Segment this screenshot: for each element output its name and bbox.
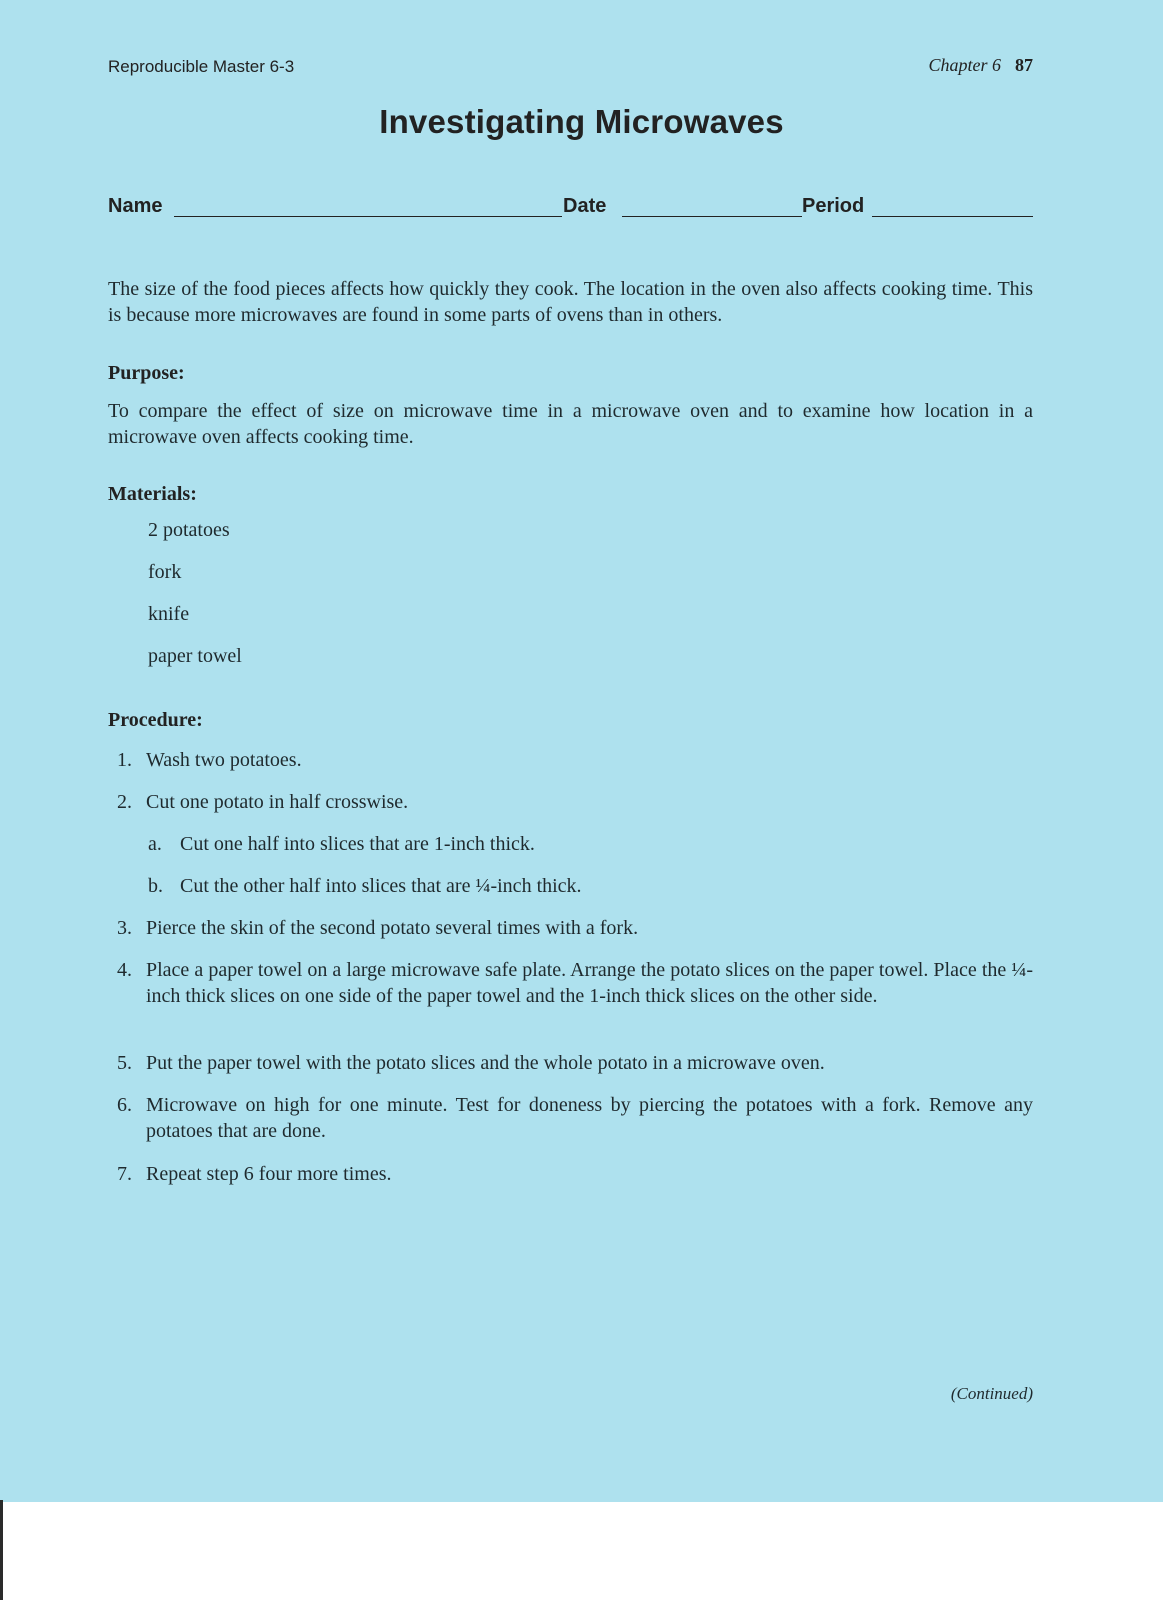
procedure-heading: Procedure: bbox=[108, 709, 203, 731]
purpose-heading: Purpose: bbox=[108, 362, 185, 384]
page-number: 87 bbox=[1015, 55, 1033, 75]
step-number: 6. bbox=[117, 1094, 132, 1116]
step-text: Put the paper towel with the potato slices and the whole potato in a microwave oven. bbox=[146, 1052, 825, 1074]
step-number: 2. bbox=[117, 791, 132, 813]
step-text: Wash two potatoes. bbox=[146, 749, 302, 771]
material-item: 2 potatoes bbox=[148, 519, 230, 541]
step-text: Cut one potato in half crosswise. bbox=[146, 791, 409, 813]
chapter-label: Chapter 6 bbox=[928, 55, 1001, 75]
period-field[interactable] bbox=[872, 216, 1033, 217]
step-text: Pierce the skin of the second potato several times with a fork. bbox=[146, 917, 639, 939]
scan-edge-line bbox=[0, 1500, 3, 1600]
intro-paragraph: The size of the food pieces affects how quickly they cook. The location in the oven also affects cooking time. This is because more microwaves are found in some parts of ovens than in others. bbox=[108, 278, 1033, 326]
materials-heading: Materials: bbox=[108, 483, 197, 505]
period-label: Period bbox=[802, 195, 865, 217]
step-number: 7. bbox=[117, 1163, 132, 1185]
page-header-right bbox=[928, 55, 1033, 76]
substep-letter: b. bbox=[148, 875, 163, 897]
material-item: fork bbox=[148, 561, 182, 583]
step-number: 3. bbox=[117, 917, 132, 939]
step-number: 4. bbox=[117, 959, 132, 981]
page-title: Investigating Microwaves bbox=[379, 103, 784, 140]
step-number: 5. bbox=[117, 1052, 132, 1074]
continued-note: (Continued) bbox=[950, 1384, 1033, 1403]
step-text: Cut the other half into slices that are ¼-inch thick. bbox=[180, 875, 582, 897]
date-field[interactable] bbox=[622, 216, 802, 217]
step-text: Microwave on high for one minute. Test for doneness by piercing the potatoes with a fork. Remove any potatoes that are done. bbox=[146, 1094, 1033, 1142]
material-item: paper towel bbox=[148, 645, 242, 667]
step-text: Place a paper towel on a large microwave safe plate. Arrange the potato slices on the paper towel. Place the ¼-inch thick slices on one side of the paper towel and the 1-inch thick slices on the other side. bbox=[146, 959, 1033, 1007]
step-text: Repeat step 6 four more times. bbox=[146, 1163, 392, 1185]
purpose-text: To compare the effect of size on microwave time in a microwave oven and to examine how location in a microwave oven affects cooking time. bbox=[108, 400, 1033, 448]
student-info-fields bbox=[108, 192, 1033, 222]
step-text: Cut one half into slices that are 1-inch thick. bbox=[180, 833, 535, 855]
step-number: 1. bbox=[117, 749, 132, 771]
material-item: knife bbox=[148, 603, 190, 625]
substep-letter: a. bbox=[148, 833, 162, 855]
master-label: Reproducible Master 6-3 bbox=[108, 57, 295, 76]
name-field[interactable] bbox=[174, 216, 562, 217]
date-label: Date bbox=[563, 195, 607, 217]
name-label: Name bbox=[108, 195, 163, 217]
